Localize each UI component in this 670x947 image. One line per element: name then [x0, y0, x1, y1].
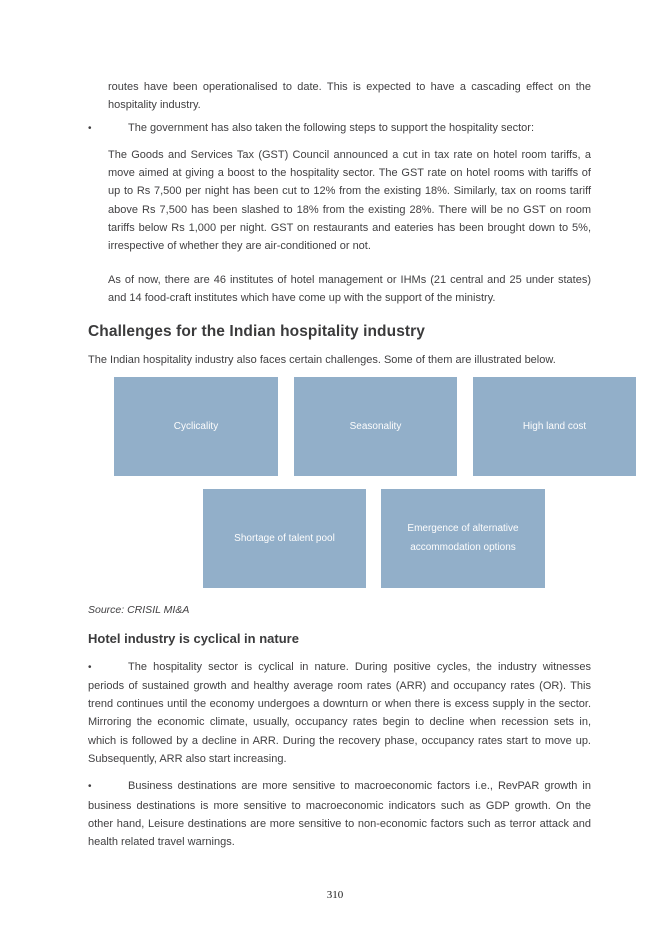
bullet-paragraph-hospitality-cycle: [88, 658, 591, 769]
text-column: [88, 0, 591, 852]
bullet-paragraph-business-destinations: [88, 777, 591, 851]
challenge-box-high-land-cost: High land cost: [473, 377, 636, 476]
challenge-box-cyclicality: Cyclicality: [114, 377, 278, 476]
sub-heading-cyclical: Hotel industry is cyclical in nature: [88, 630, 299, 646]
challenge-box-alternative-accommodation: Emergence of alternative accommodation options: [381, 489, 545, 588]
bullet-marker: •: [88, 661, 92, 673]
source-note: Source: CRISIL MI&A: [88, 603, 190, 616]
bullet-paragraph-government: [88, 119, 591, 138]
bullet-business-destinations-text: Business destinations are more sensitive to macroeconomic factors i.e., RevPAR growth in business destinations is more sensitive to macroeconomic indicators such as GDP growth. On the other hand, Leisure destinations are more sensitive to non-economic factors such as terror attack and health related travel warnings.: [88, 780, 591, 849]
section-heading-challenges: Challenges for the Indian hospitality industry: [88, 323, 426, 341]
bullet-marker: •: [88, 781, 92, 793]
challenges-diagram: [88, 377, 648, 588]
paragraph-gst: The Goods and Services Tax (GST) Council announced a cut in tax rate on hotel room tariffs, a move aimed at giving a boost to the hospitality sector. The GST rate on hotel rooms with tariffs of up to Rs 7,500 per night has been cut to 12% from the existing 18%. Similarly, tax on rooms tariff above Rs 7,500 has been slashed to 18% from the existing 28%. There will be no GST on room tariffs below Rs 1,000 per night. GST on restaurants and eateries has been brought down to 5%, irrespective of whether they are air-conditioned or not.: [108, 148, 591, 253]
bullet-government-text: The government has also taken the following steps to support the hospitality sector:: [128, 121, 535, 134]
bullet-hospitality-cycle-text: The hospitality sector is cyclical in nature. During positive cycles, the industry witnesses periods of sustained growth and healthy average room rates (ARR) and occupancy rates (OR). This trend continues until the economy undergoes a downturn or when there is excess supply in the sector. Mirroring the economic climate, usually, occupancy rates begin to decline when recession sets in, which is followed by a decline in ARR. During the recovery phase, occupancy rates start to move up. Subsequently, ARR also start increasing.: [88, 660, 591, 766]
paragraph-challenges-intro: The Indian hospitality industry also faces certain challenges. Some of them are illustrated below.: [88, 354, 556, 367]
page-number: 310: [326, 889, 344, 901]
bullet-marker: •: [88, 122, 92, 134]
challenge-box-talent-pool: Shortage of talent pool: [203, 489, 366, 588]
challenge-box-seasonality: Seasonality: [294, 377, 457, 476]
paragraph-ihm: As of now, there are 46 institutes of hotel management or IHMs (21 central and 25 under states) and 14 food-craft institutes which have come up with the support of the ministry.: [108, 273, 591, 304]
paragraph-routes: routes have been operationalised to date. This is expected to have a cascading effect on the hospitality industry.: [108, 81, 591, 112]
